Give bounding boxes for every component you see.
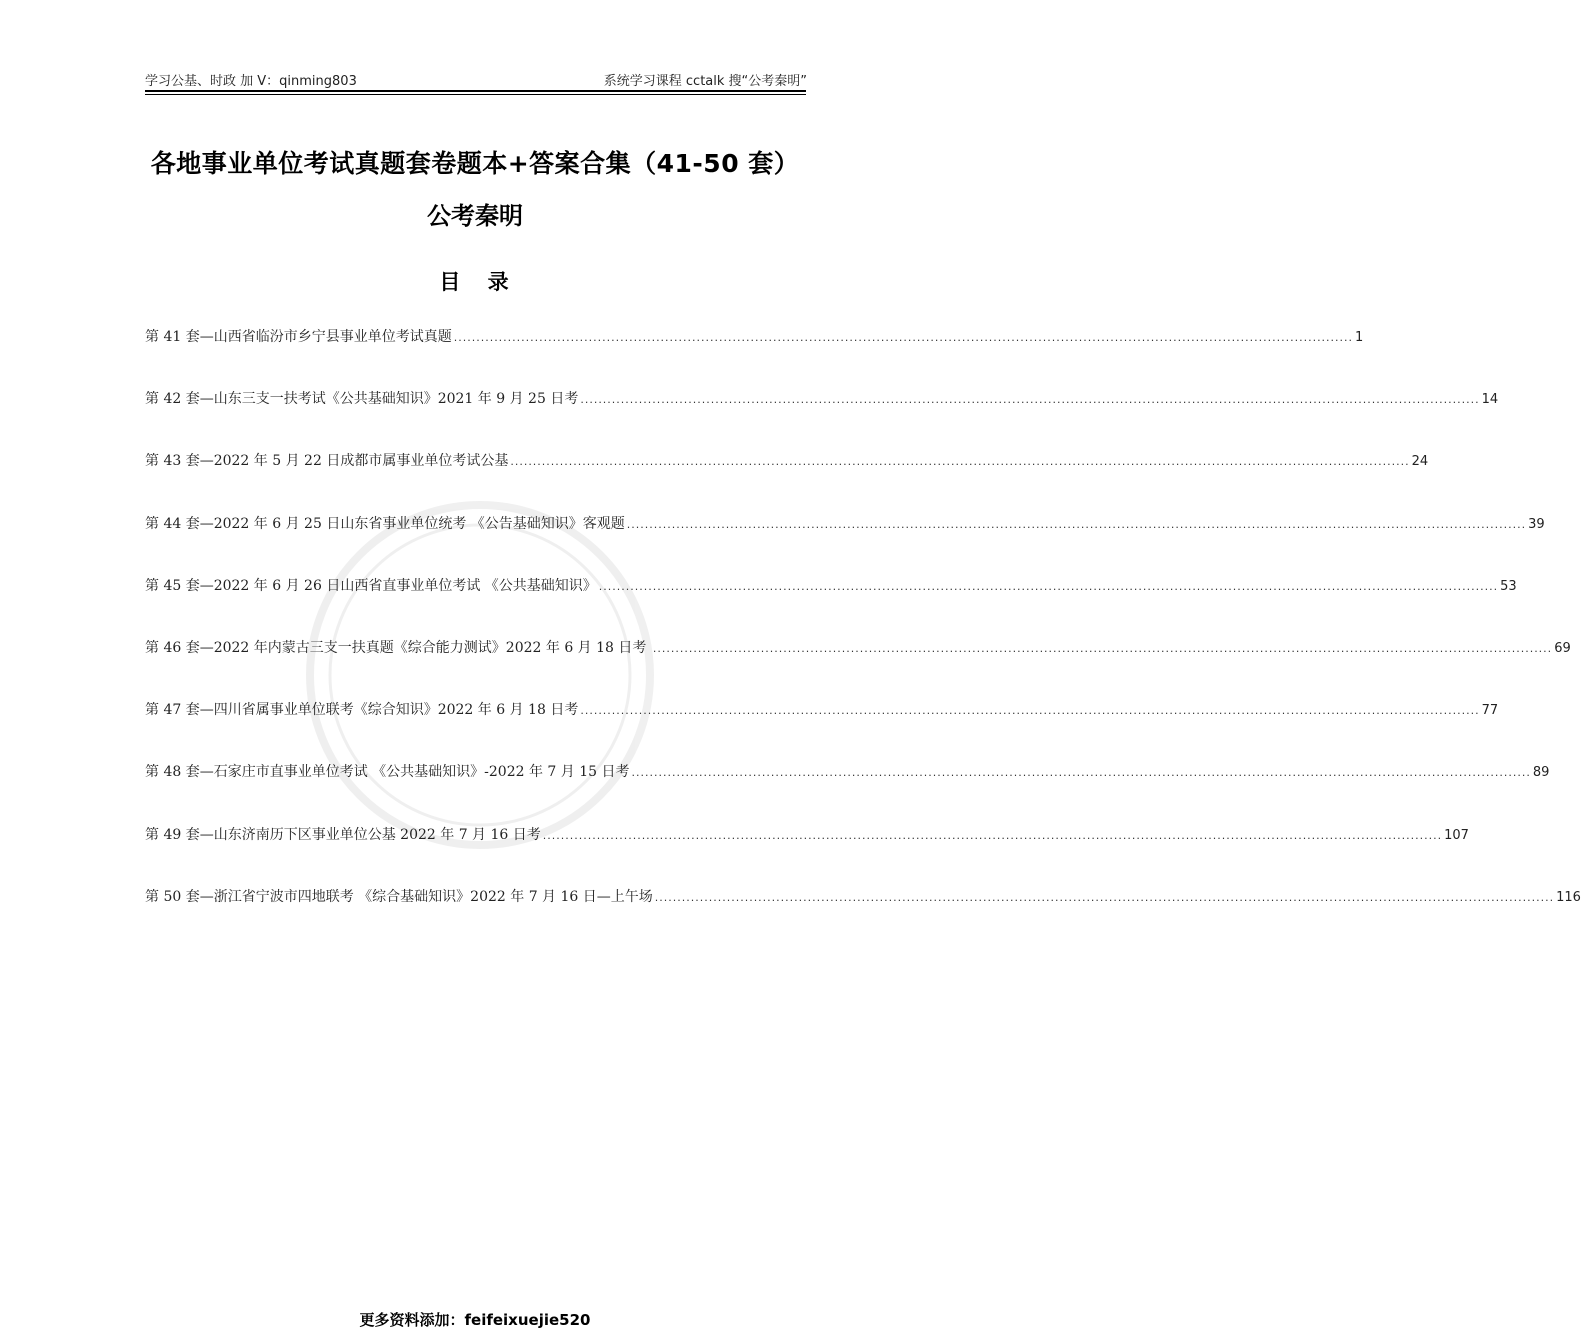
header-divider [145, 90, 806, 92]
toc-entry-title: 第 50 套—浙江省宁波市四地联考 《综合基础知识》2022 年 7 月 16 日—上午场 [145, 888, 653, 905]
toc-entry-title: 第 48 套—石家庄市直事业单位考试 《公共基础知识》-2022 年 7 月 15 日考 [145, 764, 630, 781]
header-right-text: 系统学习课程 cctalk 搜“公考秦明” [603, 74, 807, 89]
toc-page-number: 107 [1444, 827, 1469, 843]
toc-entry-title: 第 44 套—2022 年 6 月 25 日山东省事业单位统考 《公告基础知识》客观题 [145, 515, 625, 532]
toc-entry[interactable] [145, 326, 1364, 388]
toc-page-number: 69 [1554, 640, 1571, 656]
toc-page-number: 89 [1532, 765, 1550, 781]
toc-leader-dots: ........................................................................................................................................................................................................ [631, 766, 1531, 780]
toc-entry[interactable] [145, 824, 1469, 886]
toc-page-number: 116 [1556, 889, 1581, 905]
toc-leader-dots: ........................................................................................................................................................................................................ [598, 579, 1499, 593]
toc-page-number: 77 [1481, 703, 1499, 719]
toc-entry[interactable] [145, 761, 1550, 823]
toc-leader-dots: ........................................................................................................................................................................................................ [652, 641, 1553, 655]
table-of-contents [145, 326, 1581, 948]
toc-entry[interactable] [145, 450, 1429, 512]
toc-leader-dots: ........................................................................................................................................................................................................ [542, 828, 1443, 842]
toc-page-number: 1 [1355, 330, 1364, 345]
toc-leader-dots: ........................................................................................................................................................................................................ [580, 704, 1480, 718]
toc-entry-title: 第 43 套—2022 年 5 月 22 日成都市属事业单位考试公基 [145, 453, 509, 470]
header-divider-thin [145, 94, 806, 95]
toc-entry-title: 第 46 套—2022 年内蒙古三支一扶真题《综合能力测试》2022 年 6 月 18 日考 [145, 639, 651, 656]
document-title: 各地事业单位考试真题套卷题本+答案合集（41-50 套） [150, 149, 800, 178]
toc-entry-title: 第 41 套—山西省临汾市乡宁县事业单位考试真题 [145, 329, 452, 345]
toc-entry[interactable] [145, 886, 1581, 948]
toc-entry[interactable] [145, 388, 1499, 450]
footer-contact: 更多资料添加：feifeixuejie520 [359, 1311, 591, 1329]
toc-page-number: 14 [1481, 392, 1499, 408]
toc-leader-dots: ........................................................................................................................................................................................................ [654, 890, 1555, 904]
toc-entry-title: 第 45 套—2022 年 6 月 26 日山西省直事业单位考试 《公共基础知识》 [145, 577, 597, 594]
toc-entry-title: 第 49 套—山东济南历下区事业单位公基 2022 年 7 月 16 日考 [145, 826, 541, 843]
toc-leader-dots: ........................................................................................................................................................................................................ [510, 455, 1410, 469]
document-subtitle: 公考秦明 [427, 202, 523, 230]
header-left-text: 学习公基、时政 加 V：qinming803 [145, 74, 357, 89]
toc-page-number: 53 [1500, 578, 1517, 594]
toc-leader-dots: ........................................................................................................................................................................................................ [580, 393, 1480, 407]
toc-entry[interactable] [145, 699, 1499, 761]
toc-leader-dots: ........................................................................................................................................................................................................ [626, 517, 1527, 531]
toc-entry-title: 第 47 套—四川省属事业单位联考《综合知识》2022 年 6 月 18 日考 [145, 702, 579, 719]
toc-entry-title: 第 42 套—山东三支一扶考试《公共基础知识》2021 年 9 月 25 日考 [145, 391, 579, 408]
toc-entry[interactable] [145, 513, 1545, 575]
toc-entry[interactable] [145, 575, 1517, 637]
toc-page-number: 24 [1411, 454, 1429, 470]
toc-entry[interactable] [145, 637, 1571, 699]
toc-heading: 目 录 [439, 270, 519, 294]
toc-leader-dots: ........................................................................................................................................................................................................ [453, 331, 1354, 344]
toc-page-number: 39 [1528, 516, 1545, 532]
